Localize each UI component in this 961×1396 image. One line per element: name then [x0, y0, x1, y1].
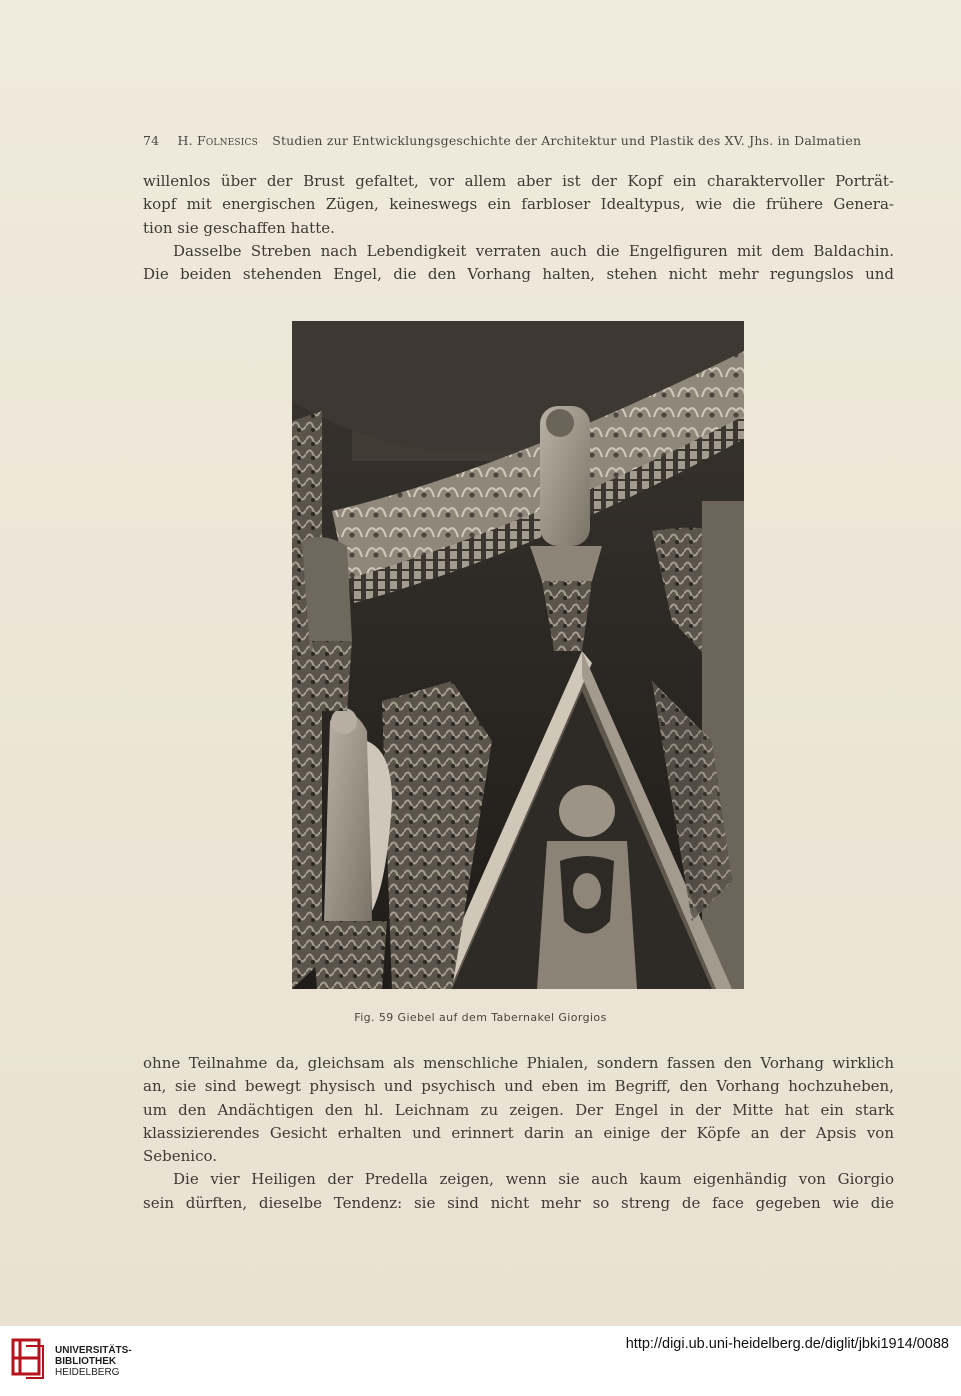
- text-line: tion sie geschaffen hatte.: [143, 218, 335, 237]
- library-name[interactable]: [55, 1345, 132, 1378]
- library-name-line: UNIVERSITÄTS-: [55, 1345, 132, 1356]
- text-line: kopf mit energischen Zügen, keineswegs ein farbloser Idealtypus, wie die frühere Genera-: [143, 195, 894, 214]
- running-head-author: H. Folnesics: [177, 133, 258, 148]
- figure-caption: Fig. 59 Giebel auf dem Tabernakel Giorgios: [354, 1011, 607, 1024]
- text-line: ohne Teilnahme da, gleichsam als menschliche Phialen, sondern fassen den Vorhang wirklich: [143, 1054, 894, 1072]
- text-line: willenlos über der Brust gefaltet, vor allem aber ist der Kopf ein charaktervoller Porträt-: [143, 172, 894, 190]
- running-head: [143, 133, 862, 148]
- text-line: um den Andächtigen den hl. Leichnam zu zeigen. Der Engel in der Mitte hat ein stark: [143, 1100, 894, 1119]
- university-library-logo-icon[interactable]: [10, 1336, 46, 1380]
- text-line: klassizierendes Gesicht erhalten und erinnert darin an einige der Köpfe an der Apsis von: [143, 1123, 894, 1142]
- permalink-url[interactable]: http://digi.ub.uni-heidelberg.de/diglit/jbki1914/0088: [625, 1336, 949, 1352]
- text-line: Sebenico.: [143, 1147, 218, 1166]
- text-line: Die beiden stehenden Engel, die den Vorhang halten, stehen nicht mehr regungslos und: [143, 265, 894, 284]
- body-text-bottom: [143, 1052, 894, 1215]
- text-line: Die vier Heiligen der Predella zeigen, wenn sie auch kaum eigenhändig von Giorgio: [173, 1170, 894, 1189]
- running-head-title: Studien zur Entwicklungsgeschichte der Architektur und Plastik des XV. Jhs. in Dalmatien: [272, 133, 862, 148]
- library-name-line: BIBLIOTHEK: [55, 1356, 117, 1367]
- page-number: 74: [143, 133, 160, 148]
- text-line: Dasselbe Streben nach Lebendigkeit verraten auch die Engelfiguren mit dem Baldachin.: [173, 241, 894, 260]
- library-name-line: HEIDELBERG: [55, 1367, 120, 1378]
- text-line: an, sie sind bewegt physisch und psychisch und eben im Begriff, den Vorhang hochzuheben,: [143, 1077, 894, 1096]
- figure-photograph: [292, 321, 744, 989]
- body-text-top: [143, 170, 894, 286]
- text-line: sein dürften, dieselbe Tendenz: sie sind nicht mehr so streng de face gegeben wie die: [143, 1193, 894, 1212]
- gable-tabernacle-illustration: [292, 321, 744, 989]
